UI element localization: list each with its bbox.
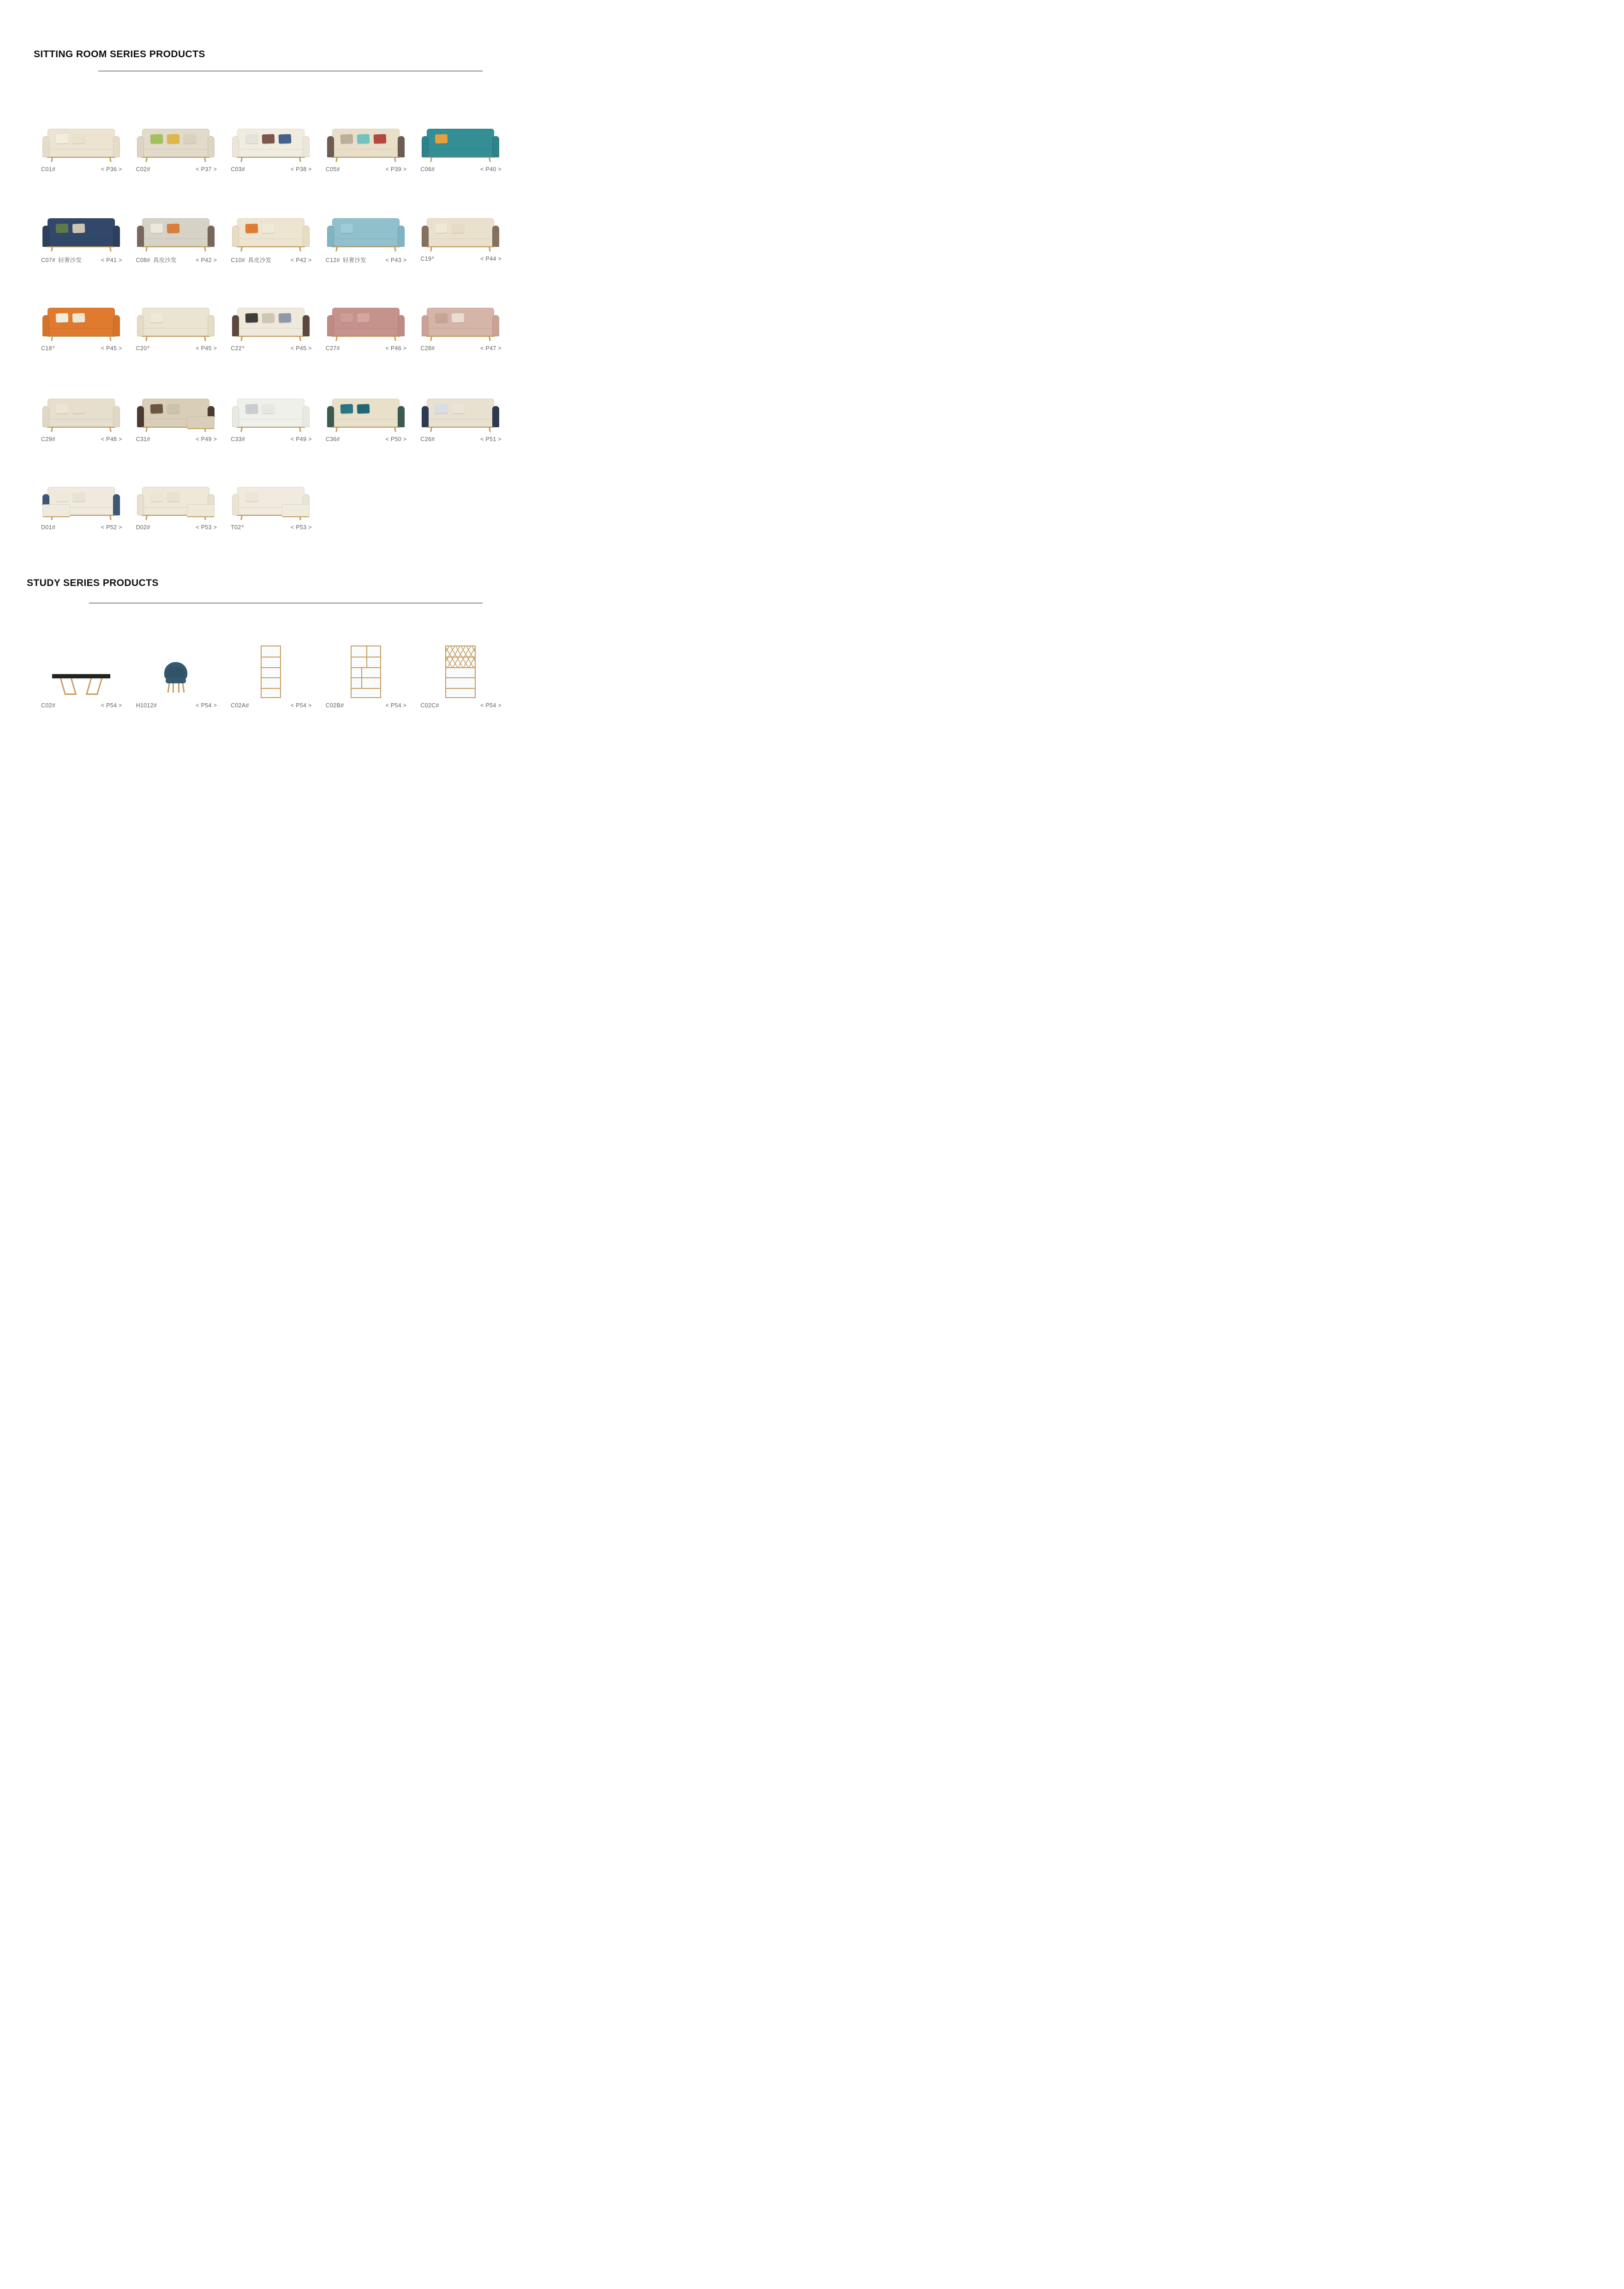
product-model: C02B# bbox=[325, 702, 344, 709]
product-label bbox=[129, 345, 224, 352]
product-image-C26 bbox=[419, 395, 502, 434]
product-model: C33# bbox=[231, 436, 245, 442]
product-model: H1012# bbox=[136, 702, 157, 709]
product-cell bbox=[318, 114, 413, 173]
product-image-C28 bbox=[419, 304, 502, 343]
product-image-C01 bbox=[40, 125, 122, 164]
product-image-C20 bbox=[135, 304, 217, 343]
product-model: C05# bbox=[325, 166, 340, 173]
product-image-C07 bbox=[40, 215, 122, 253]
product-label bbox=[34, 524, 129, 531]
product-page-ref: < P51 > bbox=[480, 436, 502, 442]
product-image-C27 bbox=[325, 304, 407, 343]
product-row bbox=[34, 293, 509, 352]
product-photo bbox=[129, 472, 224, 522]
product-image-C08 bbox=[135, 215, 217, 253]
product-page-ref: < P50 > bbox=[385, 436, 407, 442]
product-cell bbox=[223, 641, 318, 709]
product-image-C31 bbox=[135, 395, 217, 434]
product-photo bbox=[223, 203, 318, 253]
product-cell bbox=[129, 293, 224, 352]
product-label bbox=[223, 256, 318, 264]
product-model: C06# bbox=[420, 166, 435, 173]
product-image-C12 bbox=[325, 215, 407, 253]
product-model: C36# bbox=[325, 436, 340, 442]
product-cell bbox=[318, 641, 413, 709]
product-photo bbox=[318, 114, 413, 164]
product-model: C02# bbox=[136, 166, 150, 173]
product-model: C02A# bbox=[231, 702, 249, 709]
product-photo bbox=[129, 114, 224, 164]
product-cell bbox=[413, 641, 508, 709]
product-label bbox=[129, 702, 224, 709]
product-cell bbox=[34, 472, 129, 531]
product-page-ref: < P39 > bbox=[385, 166, 407, 173]
product-label bbox=[129, 524, 224, 531]
product-label bbox=[318, 436, 413, 442]
product-photo bbox=[318, 293, 413, 343]
product-cell bbox=[413, 203, 508, 264]
product-page-ref: < P45 > bbox=[196, 345, 217, 352]
product-cell bbox=[318, 203, 413, 264]
product-photo bbox=[413, 293, 508, 343]
product-photo bbox=[129, 384, 224, 434]
product-page-ref: < P38 > bbox=[290, 166, 312, 173]
product-image-C29 bbox=[40, 395, 122, 434]
product-cell bbox=[318, 293, 413, 352]
product-model: C22 # bbox=[231, 345, 245, 352]
product-image-C02A bbox=[245, 645, 296, 700]
product-photo bbox=[34, 293, 129, 343]
product-row bbox=[34, 203, 509, 264]
product-model: T02 # bbox=[231, 524, 244, 531]
product-image-C02C bbox=[435, 645, 486, 700]
product-page-ref: < P43 > bbox=[385, 257, 407, 263]
product-page-ref: < P48 > bbox=[101, 436, 122, 442]
product-label bbox=[223, 345, 318, 352]
product-image-C02B bbox=[340, 645, 391, 700]
product-label bbox=[413, 166, 508, 173]
catalog-page bbox=[0, 0, 542, 763]
product-cell bbox=[223, 472, 318, 531]
product-model: C12# 轻奢沙发 bbox=[325, 257, 367, 263]
product-page-ref: < P45 > bbox=[290, 345, 312, 352]
product-model: C10# 真皮沙发 bbox=[231, 257, 272, 263]
product-row bbox=[34, 641, 509, 709]
product-model: C01# bbox=[41, 166, 56, 173]
product-page-ref: < P41 > bbox=[101, 257, 122, 263]
product-cell bbox=[223, 293, 318, 352]
product-photo bbox=[129, 203, 224, 253]
product-image-C02 bbox=[135, 125, 217, 164]
product-photo bbox=[34, 203, 129, 253]
product-label bbox=[223, 436, 318, 442]
product-label bbox=[318, 345, 413, 352]
product-cell bbox=[129, 203, 224, 264]
product-cell bbox=[413, 114, 508, 173]
product-page-ref: < P49 > bbox=[196, 436, 217, 442]
product-image-D02 bbox=[135, 483, 217, 522]
product-label bbox=[223, 702, 318, 709]
product-image-C10 bbox=[230, 215, 312, 253]
product-label bbox=[129, 256, 224, 264]
product-page-ref: < P40 > bbox=[480, 166, 502, 173]
product-photo bbox=[34, 641, 129, 700]
product-cell bbox=[413, 384, 508, 442]
product-photo bbox=[223, 114, 318, 164]
product-image-H1012 bbox=[150, 656, 201, 700]
product-photo bbox=[223, 293, 318, 343]
product-image-C33 bbox=[230, 395, 312, 434]
product-label bbox=[413, 702, 508, 709]
product-cell bbox=[223, 203, 318, 264]
product-page-ref: < P54 > bbox=[385, 702, 407, 709]
product-model: C20 # bbox=[136, 345, 150, 352]
product-image-C05 bbox=[325, 125, 407, 164]
product-photo bbox=[318, 384, 413, 434]
product-photo bbox=[413, 384, 508, 434]
product-model: C07# 轻奢沙发 bbox=[41, 257, 82, 263]
product-photo bbox=[223, 472, 318, 522]
product-photo bbox=[318, 203, 413, 253]
product-label bbox=[34, 256, 129, 264]
product-page-ref: < P53 > bbox=[290, 524, 312, 531]
product-page-ref: < P54 > bbox=[101, 702, 122, 709]
product-page-ref: < P42 > bbox=[290, 257, 312, 263]
product-cell bbox=[223, 114, 318, 173]
product-model: C28# bbox=[420, 345, 435, 352]
product-label bbox=[34, 436, 129, 442]
product-photo bbox=[413, 114, 508, 164]
product-row bbox=[34, 384, 509, 442]
section-title-study: STUDY SERIES PRODUCTS bbox=[27, 578, 159, 588]
study-divider bbox=[89, 603, 483, 604]
product-cell bbox=[129, 472, 224, 531]
product-page-ref: < P54 > bbox=[290, 702, 312, 709]
product-row bbox=[34, 472, 509, 531]
product-label bbox=[223, 166, 318, 173]
product-page-ref: < P54 > bbox=[480, 702, 502, 709]
product-cell bbox=[223, 384, 318, 442]
product-photo bbox=[34, 114, 129, 164]
product-photo bbox=[223, 641, 318, 700]
product-cell bbox=[34, 641, 129, 709]
product-page-ref: < P47 > bbox=[480, 345, 502, 352]
product-model: C18 # bbox=[41, 345, 55, 352]
product-image-C18 bbox=[40, 304, 122, 343]
product-model: C02C# bbox=[420, 702, 439, 709]
product-cell bbox=[413, 293, 508, 352]
product-label bbox=[413, 256, 508, 262]
product-label bbox=[318, 702, 413, 709]
product-photo bbox=[129, 641, 224, 700]
product-model: C26# bbox=[420, 436, 435, 442]
product-label bbox=[129, 436, 224, 442]
product-model: D02# bbox=[136, 524, 150, 531]
product-page-ref: < P44 > bbox=[480, 256, 502, 262]
product-image-C02 bbox=[47, 657, 116, 700]
product-label bbox=[34, 345, 129, 352]
product-label bbox=[34, 166, 129, 173]
product-model: C27# bbox=[325, 345, 340, 352]
product-cell bbox=[34, 114, 129, 173]
product-label bbox=[318, 256, 413, 264]
product-page-ref: < P46 > bbox=[385, 345, 407, 352]
product-label bbox=[413, 436, 508, 442]
product-row bbox=[34, 114, 509, 173]
product-page-ref: < P53 > bbox=[196, 524, 217, 531]
product-cell bbox=[34, 384, 129, 442]
product-cell bbox=[34, 293, 129, 352]
product-label bbox=[129, 166, 224, 173]
product-image-T02 bbox=[230, 483, 312, 522]
product-photo bbox=[34, 384, 129, 434]
product-cell bbox=[129, 114, 224, 173]
product-model: C02# bbox=[41, 702, 56, 709]
product-page-ref: < P52 > bbox=[101, 524, 122, 531]
product-photo bbox=[413, 203, 508, 253]
product-page-ref: < P37 > bbox=[196, 166, 217, 173]
product-photo bbox=[129, 293, 224, 343]
product-label bbox=[413, 345, 508, 352]
product-page-ref: < P49 > bbox=[290, 436, 312, 442]
product-image-C36 bbox=[325, 395, 407, 434]
product-page-ref: < P42 > bbox=[196, 257, 217, 263]
product-photo bbox=[34, 472, 129, 522]
product-page-ref: < P36 > bbox=[101, 166, 122, 173]
product-cell bbox=[318, 384, 413, 442]
product-image-C06 bbox=[419, 125, 502, 164]
product-image-C22 bbox=[230, 304, 312, 343]
product-page-ref: < P45 > bbox=[101, 345, 122, 352]
section-title-sitting-room: SITTING ROOM SERIES PRODUCTS bbox=[34, 49, 205, 60]
product-photo bbox=[413, 641, 508, 700]
product-image-D01 bbox=[40, 483, 122, 522]
sitting-room-divider bbox=[98, 71, 483, 72]
product-model: C31# bbox=[136, 436, 150, 442]
product-image-C19 bbox=[419, 215, 502, 253]
product-model: D01# bbox=[41, 524, 56, 531]
product-cell bbox=[129, 384, 224, 442]
product-model: C29# bbox=[41, 436, 56, 442]
product-page-ref: < P54 > bbox=[196, 702, 217, 709]
product-model: C03# bbox=[231, 166, 245, 173]
product-model: C19 # bbox=[420, 256, 434, 262]
product-label bbox=[318, 166, 413, 173]
product-model: C08# 真皮沙发 bbox=[136, 257, 177, 263]
product-cell bbox=[34, 203, 129, 264]
product-photo bbox=[223, 384, 318, 434]
product-label bbox=[34, 702, 129, 709]
product-label bbox=[223, 524, 318, 531]
product-cell bbox=[129, 641, 224, 709]
product-photo bbox=[318, 641, 413, 700]
product-image-C03 bbox=[230, 125, 312, 164]
